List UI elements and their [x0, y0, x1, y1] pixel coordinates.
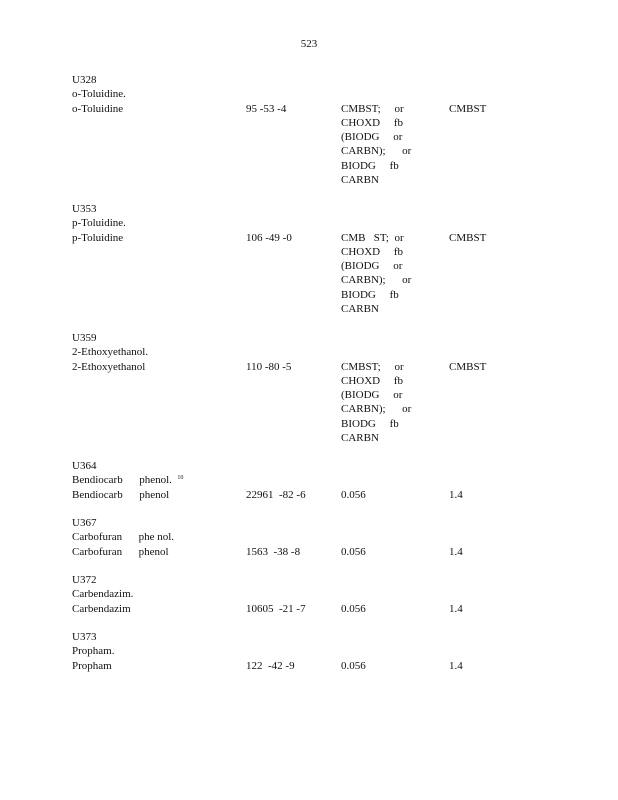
wastewater-line: CARBN [341, 432, 379, 445]
nonwastewater-standard: 1.4 [449, 602, 463, 615]
wastewater-standard [341, 231, 411, 317]
wastewater-line: 0.056 [341, 602, 366, 615]
wastewater-line: CARBN); or [341, 274, 412, 287]
wastewater-line: (BIODG or [341, 260, 403, 273]
wastewater-line: CMB ST; or [341, 231, 404, 244]
constituent-name: o-Toluidine [72, 102, 124, 115]
cas-number: 10605 -21 -7 [246, 602, 306, 615]
waste-description-text: Carbendazim. [72, 588, 134, 601]
wastewater-line: CARBN [341, 303, 379, 316]
waste-description-text: 2-Ethoxyethanol. [72, 346, 149, 359]
wastewater-standard [341, 488, 366, 502]
wastewater-line: 0.056 [341, 545, 366, 558]
wastewater-standard [341, 102, 411, 188]
waste-description-text: p-Toluidine. [72, 217, 126, 230]
nonwastewater-standard: 1.4 [449, 659, 463, 672]
constituent-name: Bendiocarb phenol [72, 488, 170, 501]
cas-number: 110 -80 -5 [246, 360, 292, 373]
cas-number: 95 -53 -4 [246, 102, 287, 115]
wastewater-line: CARBN [341, 174, 379, 187]
waste-code: U373 [72, 631, 97, 643]
cas-number: 106 -49 -0 [246, 231, 292, 244]
wastewater-line: BIODG fb [341, 159, 399, 172]
constituent-name: 2-Ethoxyethanol [72, 360, 146, 373]
nonwastewater-standard: 1.4 [449, 545, 463, 558]
waste-description [72, 530, 174, 544]
wastewater-standard [341, 360, 411, 446]
waste-description [72, 644, 114, 658]
wastewater-line: 0.056 [341, 488, 366, 501]
wastewater-line: CMBST; or [341, 360, 404, 373]
cas-number: 1563 -38 -8 [246, 545, 301, 558]
waste-code: U359 [72, 332, 97, 344]
wastewater-line: (BIODG or [341, 389, 403, 402]
nonwastewater-standard: CMBST [449, 360, 487, 373]
wastewater-standard [341, 545, 366, 559]
wastewater-line: CARBN); or [341, 145, 412, 158]
wastewater-line: CHOXD fb [341, 245, 404, 258]
nonwastewater-standard: CMBST [449, 102, 487, 115]
waste-description [72, 587, 133, 601]
wastewater-standard [341, 659, 366, 673]
nonwastewater-standard: 1.4 [449, 488, 463, 501]
nonwastewater-standard: CMBST [449, 231, 487, 244]
waste-description-text: Carbofuran phe nol. [72, 531, 175, 544]
wastewater-line: (BIODG or [341, 131, 403, 144]
waste-description-text: o-Toluidine. [72, 88, 126, 101]
waste-description [72, 87, 126, 101]
cas-number: 22961 -82 -6 [246, 488, 306, 501]
waste-description [72, 345, 148, 359]
waste-code: U328 [72, 74, 97, 86]
page-number: 523 [300, 38, 318, 50]
waste-code: U372 [72, 574, 97, 586]
wastewater-line: CHOXD fb [341, 116, 404, 129]
waste-description-text: Bendiocarb phenol. [72, 474, 172, 487]
wastewater-line: CARBN); or [341, 403, 412, 416]
waste-description-text: Propham. [72, 645, 115, 658]
wastewater-line: BIODG fb [341, 417, 399, 430]
waste-code: U367 [72, 517, 97, 529]
waste-description [72, 216, 126, 230]
constituent-name: p-Toluidine [72, 231, 124, 244]
waste-code: U353 [72, 203, 97, 215]
cas-number: 122 -42 -9 [246, 659, 295, 672]
wastewater-line: CHOXD fb [341, 374, 404, 387]
footnote-marker: 10 [177, 475, 184, 482]
wastewater-line: BIODG fb [341, 288, 399, 301]
wastewater-standard [341, 602, 366, 616]
constituent-name: Propham [72, 659, 112, 672]
constituent-name: Carbendazim [72, 602, 131, 615]
wastewater-line: 0.056 [341, 659, 366, 672]
wastewater-line: CMBST; or [341, 102, 404, 115]
constituent-name: Carbofuran phenol [72, 545, 169, 558]
waste-code: U364 [72, 460, 97, 472]
